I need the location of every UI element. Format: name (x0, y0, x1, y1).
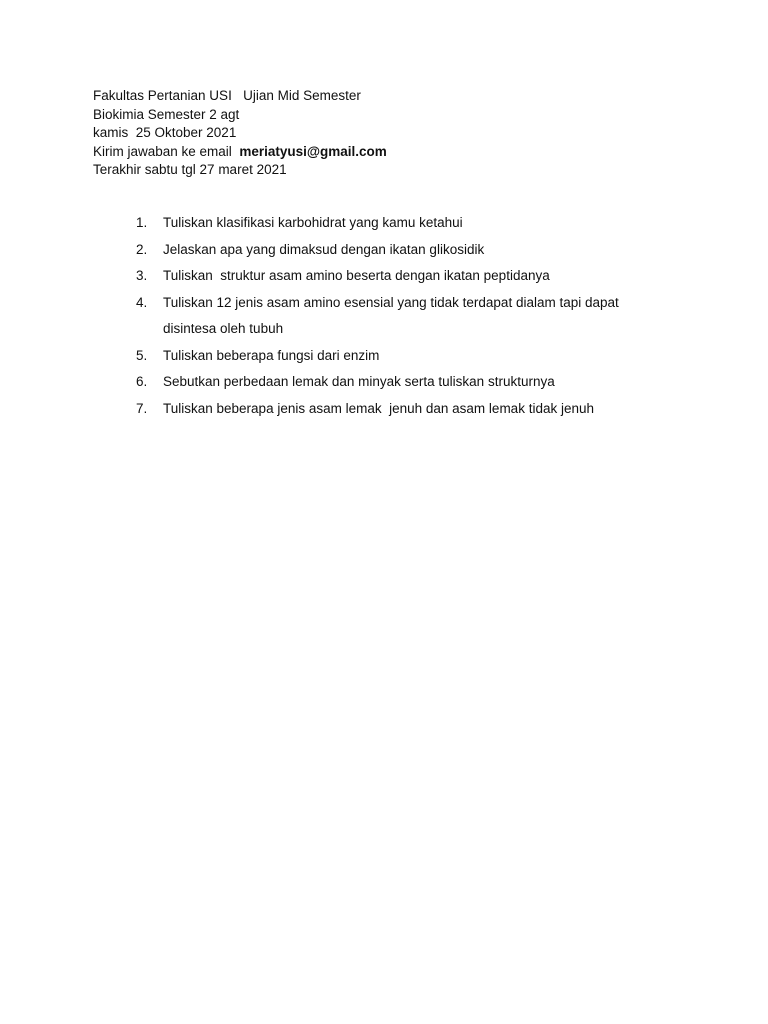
question-number: 7. (136, 400, 148, 416)
question-item (136, 210, 656, 237)
question-number: 3. (136, 268, 148, 283)
question-item (136, 237, 656, 264)
question-text: Sebutkan perbedaan lemak dan minyak serta tuliskan strukturnya (163, 374, 555, 389)
deadline: Terakhir sabtu tgl 27 maret 2021 (93, 162, 287, 177)
question-item (136, 369, 656, 396)
submission-email: meriatyusi@gmail.com (239, 143, 387, 159)
submission-instruction (93, 143, 387, 162)
question-list (136, 210, 656, 422)
question-text: Jelaskan apa yang dimaksud dengan ikatan glikosidik (163, 241, 485, 257)
question-text: Tuliskan beberapa fungsi dari enzim (163, 347, 380, 363)
question-number: 6. (136, 374, 148, 389)
faculty-exam-title: Fakultas Pertanian USI Ujian Mid Semester (93, 88, 361, 103)
question-number: 4. (136, 294, 148, 310)
question-text: Tuliskan 12 jenis asam amino esensial yang tidak terdapat dialam tapi dapat disintesa oleh tubuh (163, 294, 623, 336)
question-item (136, 343, 656, 370)
question-number: 5. (136, 347, 148, 363)
exam-header (93, 87, 387, 180)
question-text: Tuliskan beberapa jenis asam lemak jenuh dan asam lemak tidak jenuh (163, 400, 594, 416)
question-number: 1. (136, 215, 148, 230)
question-item (136, 396, 656, 423)
exam-date: kamis 25 Oktober 2021 (93, 125, 237, 140)
question-item (136, 290, 656, 343)
course-semester: Biokimia Semester 2 agt (93, 106, 240, 122)
question-text: Tuliskan klasifikasi karbohidrat yang kamu ketahui (163, 215, 463, 230)
question-number: 2. (136, 241, 148, 257)
question-text: Tuliskan struktur asam amino beserta dengan ikatan peptidanya (163, 268, 550, 283)
submission-instruction-label: Kirim jawaban ke email (93, 143, 240, 159)
question-item (136, 263, 656, 290)
